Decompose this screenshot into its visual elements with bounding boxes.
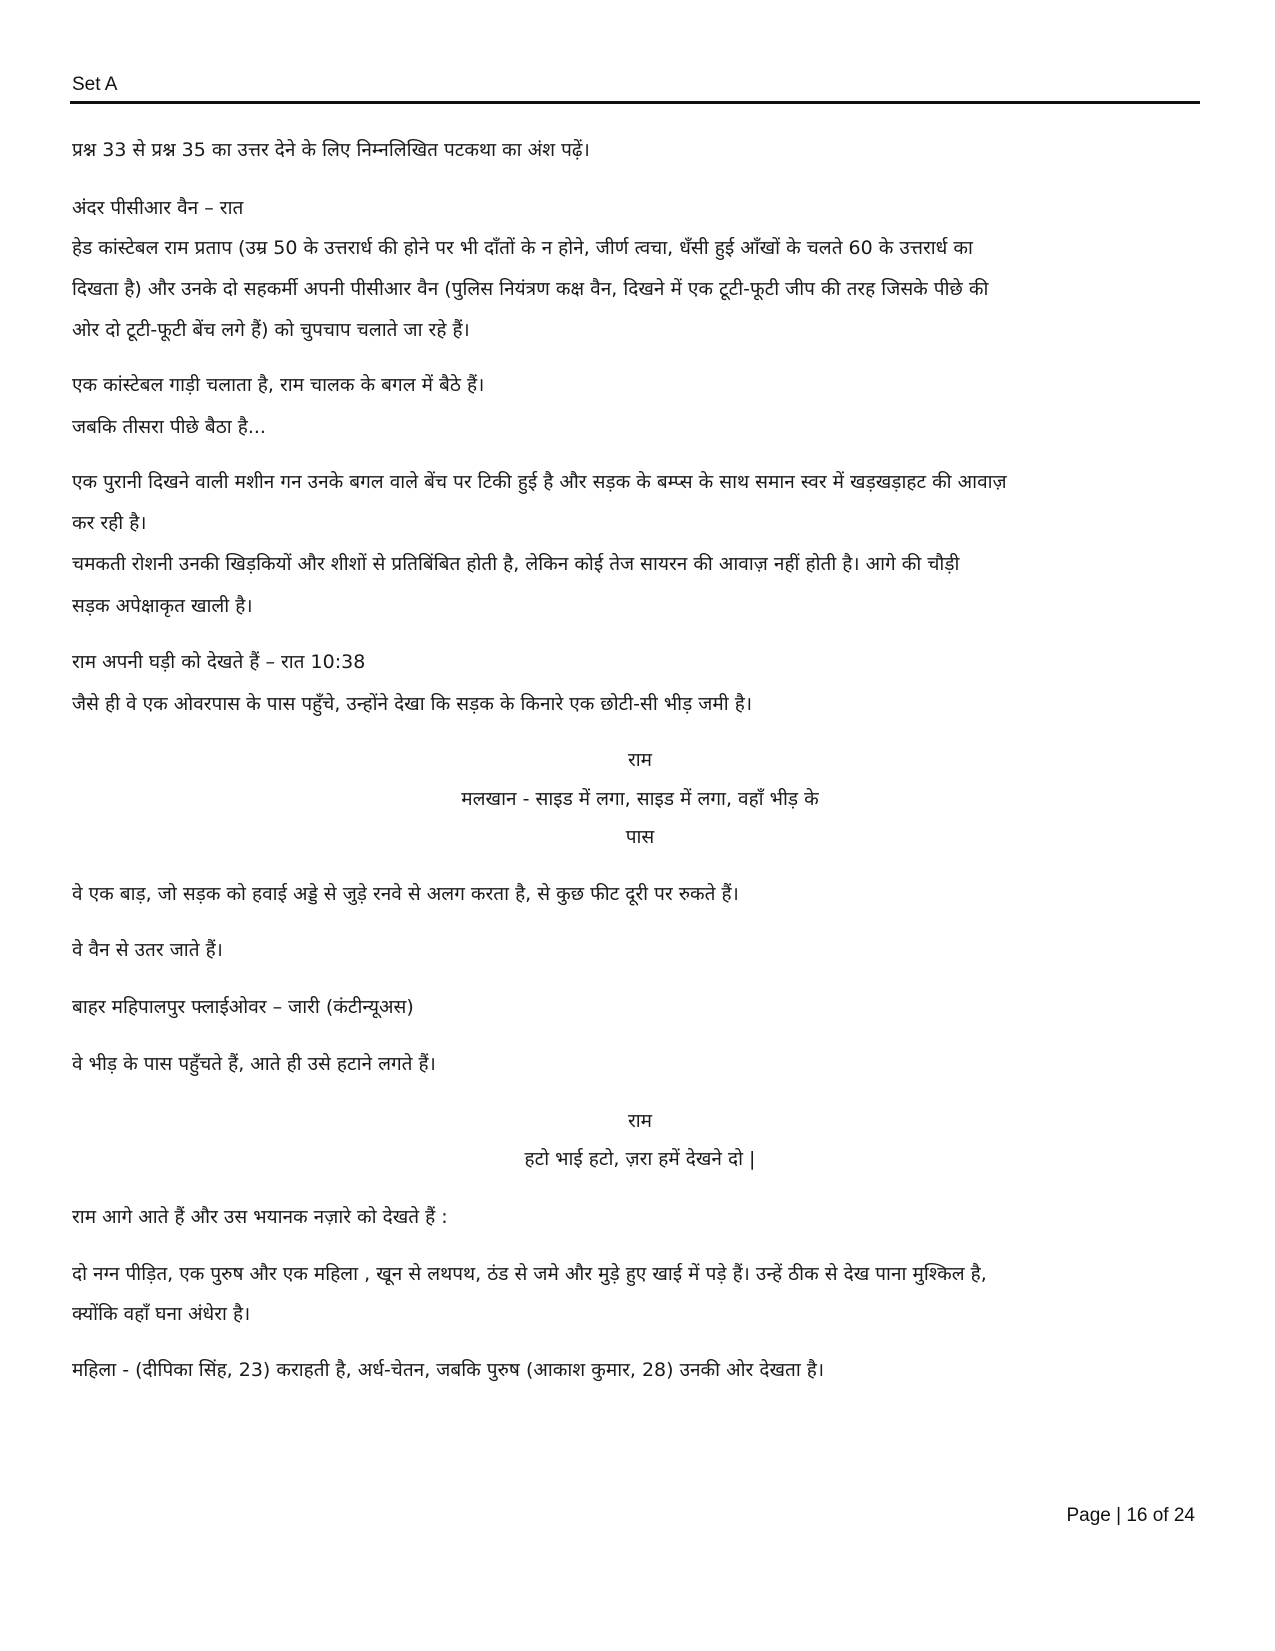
paragraph-2-line-1: एक कांस्टेबल गाड़ी चलाता है, राम चालक के बगल में बैठे हैं। [72,374,485,396]
paragraph-1-line-3: ओर दो टूटी-फूटी बेंच लगे हैं) को चुपचाप चलाते जा रहे हैं। [72,319,470,341]
header-divider [70,101,1200,104]
paragraph-10-line-2: क्योंकि वहाँ घना अंधेरा है। [72,1303,251,1325]
instruction-text: प्रश्न 33 से प्रश्न 35 का उत्तर देने के लिए निम्नलिखित पटकथा का अंश पढ़ें। [72,139,590,161]
paragraph-10-line-1: दो नग्न पीड़ित, एक पुरुष और एक महिला , खून से लथपथ, ठंड से जमे और मुड़े हुए खाई में पड़े हैं। उन्हें ठीक से देख पाना मुश्किल है, [72,1263,987,1285]
paragraph-6: वे एक बाड़, जो सड़क को हवाई अड्डे से जुड़े रनवे से अलग करता है, से कुछ फीट दूरी पर रुकते हैं। [72,883,739,905]
paragraph-5-line-2: जैसे ही वे एक ओवरपास के पास पहुँचे, उन्होंने देखा कि सड़क के किनारे एक छोटी-सी भीड़ जमी है। [72,693,753,715]
paragraph-2-line-2: जबकि तीसरा पीछे बैठा है... [72,416,266,438]
page-number: Page | 16 of 24 [1066,1505,1195,1526]
paragraph-1-line-2: दिखता है) और उनके दो सहकर्मी अपनी पीसीआर वैन (पुलिस नियंत्रण कक्ष वैन, दिखने में एक टूटी-फूटी जीप की तरह जिसके पीछे की [72,278,989,300]
scene-heading-1: अंदर पीसीआर वैन – रात [72,197,244,219]
paragraph-4-line-2: सड़क अपेक्षाकृत खाली है। [72,595,253,617]
paragraph-7: वे वैन से उतर जाते हैं। [72,939,223,961]
paragraph-3-line-2: कर रही है। [72,512,147,534]
dialogue-1-line-1: मलखान - साइड में लगा, साइड में लगा, वहाँ भीड़ के [461,788,819,810]
dialogue-2-line-1: हटो भाई हटो, ज़रा हमें देखने दो | [524,1148,756,1170]
paragraph-5-line-1: राम अपनी घड़ी को देखते हैं – रात 10:38 [72,651,366,673]
paragraph-3-line-1: एक पुरानी दिखने वाली मशीन गन उनके बगल वाले बेंच पर टिकी हुई है और सड़क के बम्प्स के साथ समान स्वर में खड़खड़ाहट की आवाज़ [72,471,1007,493]
scene-heading-2: बाहर महिपालपुर फ्लाईओवर – जारी (कंटीन्यूअस) [72,996,414,1018]
dialogue-1-speaker: राम [627,749,653,771]
dialogue-1-line-2: पास [625,826,655,848]
paragraph-4-line-1: चमकती रोशनी उनकी खिड़कियों और शीशों से प्रतिबिंबित होती है, लेकिन कोई तेज सायरन की आवाज़ नहीं होती है। आगे की चौड़ी [72,553,960,575]
paragraph-9: राम आगे आते हैं और उस भयानक नज़ारे को देखते हैं : [72,1206,448,1228]
set-label: Set A [72,74,118,95]
paragraph-1-line-1: हेड कांस्टेबल राम प्रताप (उम्र 50 के उत्तरार्ध की होने पर भी दाँतों के न होने, जीर्ण त्वचा, धँसी हुई आँखों के चलते 60 के उत्तरार्ध का [72,237,973,259]
dialogue-2-speaker: राम [627,1110,653,1132]
paragraph-11: महिला - (दीपिका सिंह, 23) कराहती है, अर्ध-चेतन, जबकि पुरुष (आकाश कुमार, 28) उनकी ओर देखता है। [72,1359,825,1381]
paragraph-8: वे भीड़ के पास पहुँचते हैं, आते ही उसे हटाने लगते हैं। [72,1053,436,1075]
